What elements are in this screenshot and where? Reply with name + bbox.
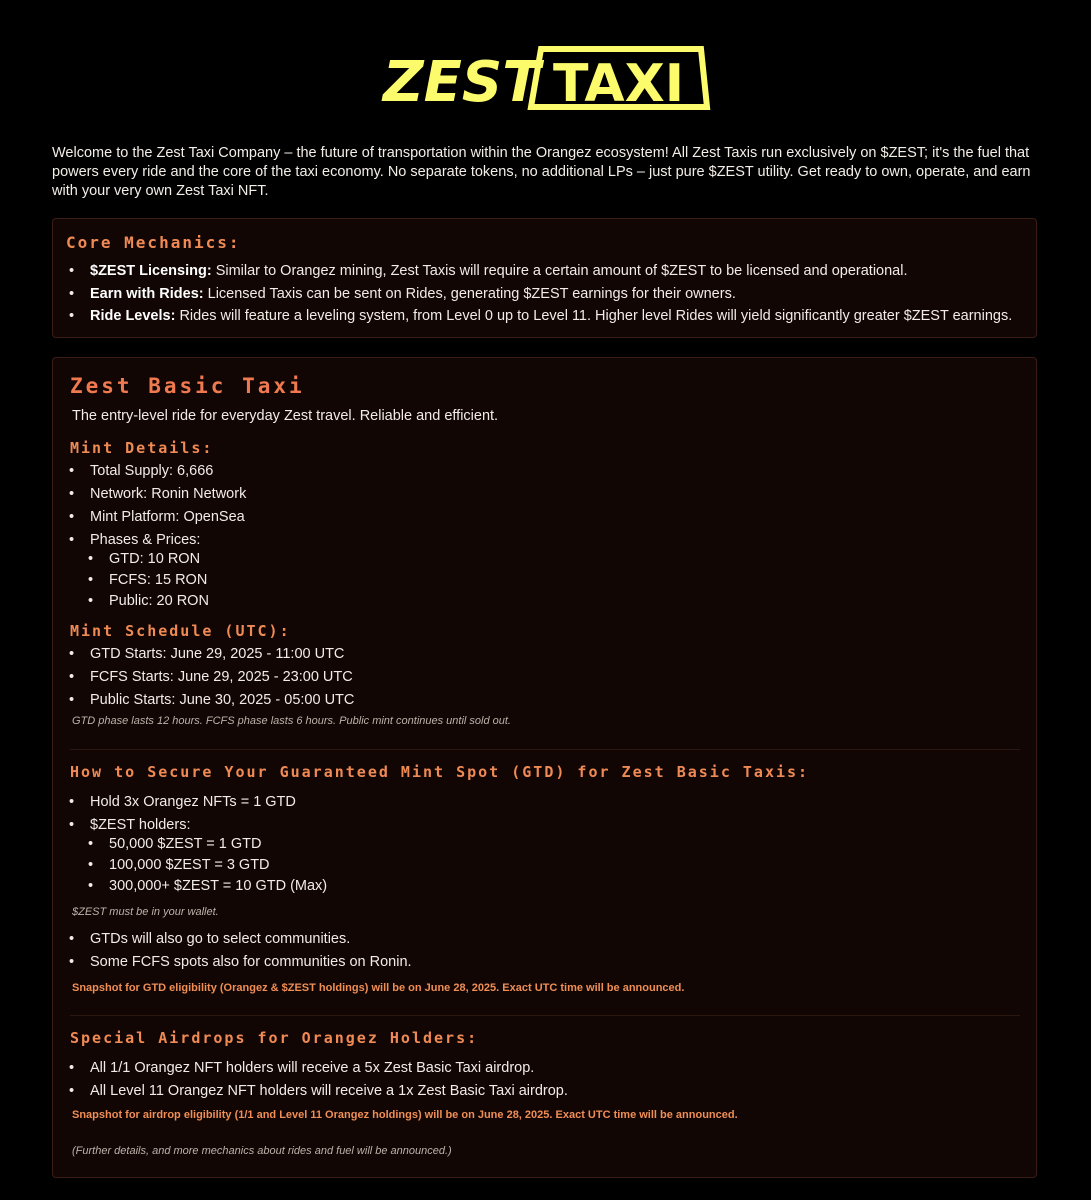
list-item	[53, 283, 1028, 306]
mint-details-title: Mint Details:	[70, 439, 214, 457]
list-item: • 300,000+ $ZEST = 10 GTD (Max)	[53, 876, 327, 897]
item-text: Rides will feature a leveling system, from Level 0 up to Level 11. Higher level Rides will yield significantly greater $ZEST earnings.	[179, 308, 1013, 324]
mint-schedule-list	[53, 643, 354, 712]
gtd-more-list	[53, 928, 412, 974]
list-item: • FCFS: 15 RON	[53, 570, 209, 591]
mint-schedule-title: Mint Schedule (UTC):	[70, 622, 291, 640]
list-item: • GTD: 10 RON	[53, 549, 209, 570]
list-item	[53, 260, 1028, 283]
logo-taxi-text: TAXI	[552, 54, 684, 114]
list-item: • Hold 3x Orangez NFTs = 1 GTD	[53, 791, 296, 814]
gtd-title: How to Secure Your Guaranteed Mint Spot (GTD) for Zest Basic Taxis:	[70, 763, 810, 781]
list-item: • 100,000 $ZEST = 3 GTD	[53, 855, 327, 876]
core-mechanics-list	[53, 260, 1028, 328]
item-text: Licensed Taxis can be sent on Rides, generating $ZEST earnings for their owners.	[207, 285, 736, 302]
logo-zest-text: ZEST	[382, 50, 540, 115]
gtd-snapshot-note: Snapshot for GTD eligibility (Orangez & $ZEST holdings) will be on June 28, 2025. Exact UTC time will be announced.	[72, 982, 685, 994]
core-mechanics-card	[52, 218, 1037, 338]
list-item: • Public: 20 RON	[53, 591, 209, 612]
list-item: • GTD Starts: June 29, 2025 - 11:00 UTC	[53, 643, 354, 666]
list-item: • 50,000 $ZEST = 1 GTD	[53, 834, 327, 855]
airdrops-title: Special Airdrops for Orangez Holders:	[70, 1029, 479, 1047]
taxi-description: The entry-level ride for everyday Zest travel. Reliable and efficient.	[72, 408, 499, 424]
phases-list	[53, 549, 209, 612]
logo-graphic	[381, 45, 711, 117]
list-item: • All 1/1 Orangez NFT holders will receive a 5x Zest Basic Taxi airdrop.	[53, 1057, 568, 1080]
airdrops-list	[53, 1057, 568, 1103]
schedule-note: GTD phase lasts 12 hours. FCFS phase lasts 6 hours. Public mint continues until sold out.	[72, 715, 511, 727]
taxi-title: Zest Basic Taxi	[70, 374, 305, 398]
item-label: $ZEST Licensing:	[90, 263, 212, 279]
list-item: • Phases & Prices:	[53, 529, 246, 552]
divider	[70, 1015, 1020, 1016]
gtd-tiers-list	[53, 834, 327, 897]
intro-paragraph: Welcome to the Zest Taxi Company – the future of transportation within the Orangez ecosystem! All Zest Taxis run exclusively on $ZEST; it's the fuel that powers every ride and the core of the taxi economy. No separate tokens, no additional LPs – just pure $ZEST utility. Get ready to own, operate, and earn with your very own Zest Taxi NFT.	[52, 145, 1031, 199]
list-item	[53, 305, 1028, 328]
list-item: • GTDs will also go to select communities.	[53, 928, 412, 951]
core-mechanics-title: Core Mechanics:	[66, 233, 241, 252]
item-text: Similar to Orangez mining, Zest Taxis will require a certain amount of $ZEST to be licensed and operational.	[215, 263, 908, 279]
list-item: • FCFS Starts: June 29, 2025 - 23:00 UTC	[53, 666, 354, 689]
list-item: • Mint Platform: OpenSea	[53, 506, 246, 529]
gtd-list	[53, 791, 296, 837]
zest-taxi-logo	[0, 45, 1091, 117]
list-item: • Total Supply: 6,666	[53, 460, 246, 483]
airdrop-snapshot-note: Snapshot for airdrop eligibility (1/1 and Level 11 Orangez holdings) will be on June 28, 2025. Exact UTC time will be announced.	[72, 1109, 738, 1121]
list-item: • Public Starts: June 30, 2025 - 05:00 UTC	[53, 689, 354, 712]
item-label: Earn with Rides:	[90, 285, 204, 302]
list-item: • $ZEST holders:	[53, 814, 296, 837]
list-item: • All Level 11 Orangez NFT holders will receive a 1x Zest Basic Taxi airdrop.	[53, 1080, 568, 1103]
list-item: • Some FCFS spots also for communities on Ronin.	[53, 951, 412, 974]
list-item: • Network: Ronin Network	[53, 483, 246, 506]
divider	[70, 749, 1020, 750]
footer-note: (Further details, and more mechanics about rides and fuel will be announced.)	[72, 1145, 452, 1157]
wallet-note: $ZEST must be in your wallet.	[72, 906, 219, 918]
mint-details-list	[53, 460, 246, 552]
zest-basic-taxi-card	[52, 357, 1037, 1178]
item-label: Ride Levels:	[90, 308, 176, 324]
